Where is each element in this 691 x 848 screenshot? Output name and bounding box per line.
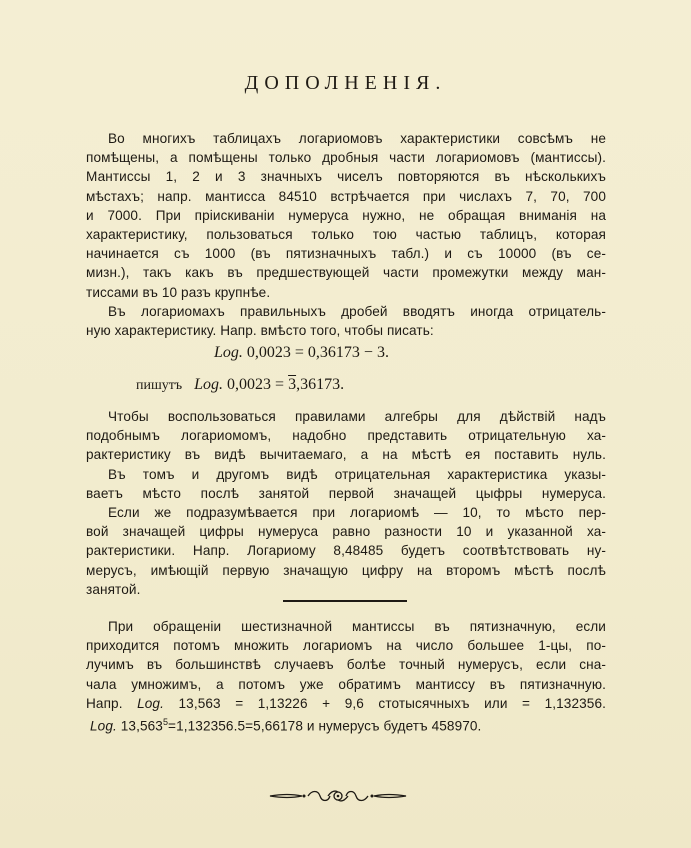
log-label: Log. — [194, 376, 224, 393]
text-line: ную характеристику. Напр. вмѣсто того, чтобы писать: — [86, 323, 434, 339]
formula-1 — [214, 344, 389, 362]
paragraph-2 — [86, 302, 606, 340]
text-line: мизн.), такъ какъ въ предшествующей части промежутки между ман- — [86, 265, 606, 281]
text-line: рактеристики. Напр. Логариому 8,48485 будетъ соотвѣтствовать ну- — [86, 543, 606, 559]
text-line: Чтобы воспользоваться правилами алгебры для дѣйствій надъ — [108, 409, 606, 424]
formula-expression-c: ,36173. — [296, 376, 345, 393]
text-line: занятой. — [86, 581, 141, 597]
formula-prefix: пишутъ — [136, 378, 183, 393]
example-label: Напр. — [86, 695, 123, 711]
formula-2 — [136, 376, 344, 394]
example-text: =1,132356.5=5,66178 и нумерусъ будетъ 458970. — [168, 718, 482, 734]
paragraph-1 — [86, 129, 606, 302]
text-line: характеристику, пользоваться только тою частью таблицъ, которая — [86, 227, 606, 243]
page-title: ДОПОЛНЕНІЯ. — [244, 72, 447, 94]
log-label: Log. — [90, 718, 117, 734]
text-line: начинается съ 1000 (въ пятизначныхъ табл.) и съ 10000 (въ се- — [86, 246, 606, 262]
text-line: мѣстахъ; напр. мантисса 84510 встрѣчается при числахъ 7, 70, 700 — [86, 188, 606, 204]
text-line: Во многихъ таблицахъ логариомовъ характеристики совсѣмъ не — [108, 131, 606, 146]
text-line — [86, 694, 606, 713]
example-number: 13,563 — [120, 718, 163, 734]
text-line: вой значащей цифры нумеруса равно разности 10 и указанной ха- — [86, 524, 606, 540]
negative-characteristic: 3 — [288, 376, 297, 393]
log-label: Log. — [137, 695, 164, 711]
example-text: 13,563 = 1,13226 + 9,6 стотысячныхъ или = 1,132356. — [178, 695, 606, 711]
text-line: помѣщены, а помѣщены только дробныя части логариомовъ (мантиссы). — [86, 150, 606, 166]
text-line: приходится потомъ множить логариомъ на число большее 1-цы, по- — [86, 638, 606, 654]
text-line: и 7000. При пріискиваніи нумеруса нужно, не обращая вниманія на — [86, 207, 606, 223]
text-line: При обращеніи шестизначной мантиссы въ пятизначную, если — [108, 619, 606, 634]
formula-expression: 0,0023 = 0,36173 − 3. — [246, 344, 389, 361]
text-line: чала умножимъ, а потомъ уже обратимъ мантиссу въ пятизначную. — [86, 676, 606, 692]
paragraph-4 — [86, 617, 606, 736]
text-line: рактеристику въ видѣ вычитаемаго, а на мѣстѣ ея поставить нуль. — [86, 447, 606, 463]
text-line: тиссами въ 10 разъ крупнѣе. — [86, 284, 271, 300]
paragraph-3 — [86, 407, 606, 599]
section-divider — [283, 600, 407, 602]
log-label: Log. — [214, 344, 243, 361]
text-line: Въ логариомахъ правильныхъ дробей вводятъ иногда отрицатель- — [108, 304, 606, 319]
text-line: Мантиссы 1, 2 и 3 значныхъ чиселъ повторяются въ нѣсколькихъ — [86, 169, 606, 185]
formula-expression-a: 0,0023 = — [227, 376, 289, 393]
text-line: мерусъ, имѣющій первую значащую цифру на второмъ мѣстѣ послѣ — [86, 562, 606, 578]
text-line: лучимъ въ большинствѣ случаевъ болѣе точный нумерусъ, если сна- — [86, 657, 606, 673]
ornament-icon — [268, 784, 408, 808]
example-superscript: 5 — [162, 717, 169, 728]
text-line — [86, 713, 606, 736]
text-line: подобнымъ логариомомъ, надобно представить отрицательную ха- — [86, 428, 606, 444]
text-line: ваетъ мѣсто послѣ занятой первой значащей цыфры нумеруса. — [86, 485, 606, 501]
text-line: Если же подразумѣвается при логариомѣ — 10, то мѣсто пер- — [108, 505, 606, 521]
text-line: Въ томъ и другомъ видѣ отрицательная характеристика указы- — [108, 466, 606, 482]
